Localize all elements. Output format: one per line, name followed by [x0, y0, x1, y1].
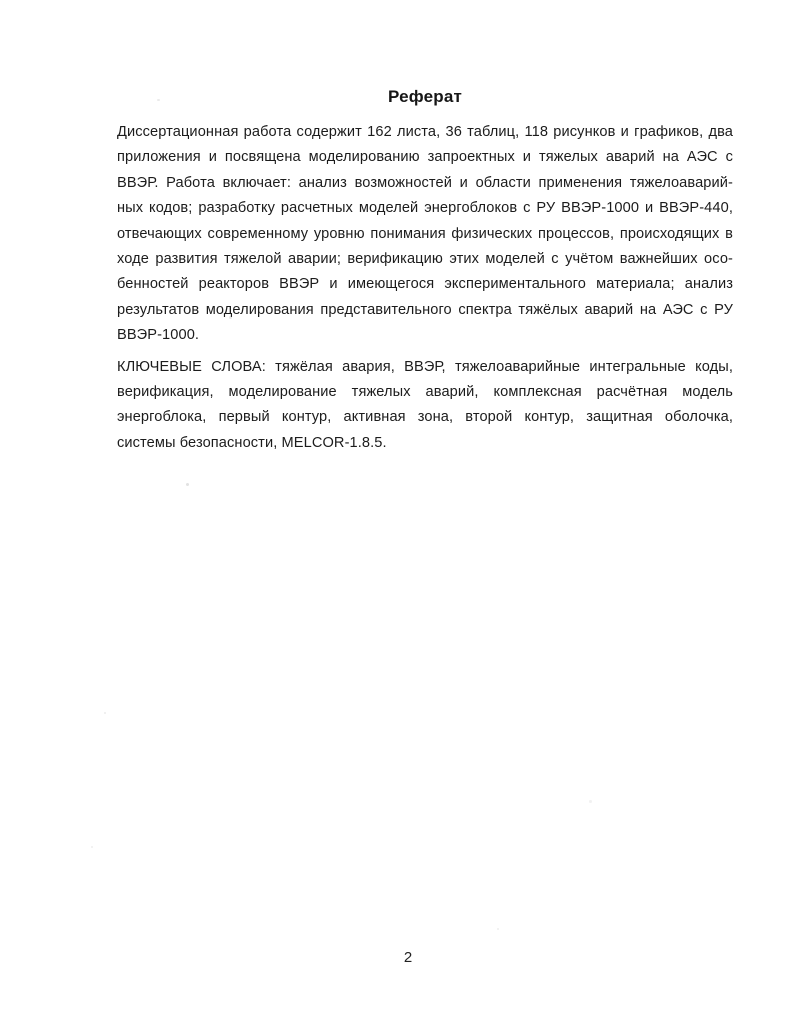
text-line: ходе развития тяжелой аварии; верификацию этих моделей с учётом важнейших осо-: [117, 251, 733, 268]
text-line: энергоблока, первый контур, активная зона, второй контур, защитная оболочка,: [117, 409, 733, 426]
paragraph-keywords: [117, 355, 733, 457]
text-line: приложения и посвящена моделированию запроектных и тяжелых аварий на АЭС с: [117, 149, 733, 166]
scan-speckle: [229, 316, 232, 319]
text-line: верификация, моделирование тяжелых аварий, комплексная расчётная модель: [117, 384, 733, 401]
scan-speckle: [104, 712, 106, 714]
scan-speckle: [91, 846, 93, 848]
scan-speckle: [497, 928, 499, 930]
paragraph-abstract: [117, 120, 733, 349]
page-content: [117, 87, 733, 456]
text-line: ных кодов; разработку расчетных моделей энергоблоков с РУ ВВЭР-1000 и ВВЭР-440,: [117, 200, 733, 217]
scan-speckle: [589, 800, 592, 803]
scan-speckle: [157, 99, 160, 101]
text-line: результатов моделирования представительного спектра тяжёлых аварий на АЭС с РУ: [117, 301, 733, 318]
text-line: КЛЮЧЕВЫЕ СЛОВА: тяжёлая авария, ВВЭР, тяжелоаварийные интегральные коды,: [117, 358, 733, 375]
text-line: Диссертационная работа содержит 162 листа, 36 таблиц, 118 рисунков и графиков, два: [117, 124, 733, 140]
abstract-paragraphs: [117, 120, 733, 456]
text-line: системы безопасности, MELCOR-1.8.5.: [117, 434, 387, 451]
page-number: 2: [403, 949, 413, 966]
text-line: ВВЭР-1000.: [117, 327, 200, 344]
text-line: отвечающих современному уровню понимания физических процессов, происходящих в: [117, 225, 733, 242]
scan-speckle: [186, 483, 189, 486]
page-title: Реферат: [387, 87, 463, 106]
text-line: ВВЭР. Работа включает: анализ возможностей и области применения тяжелоаварий-: [117, 174, 733, 191]
text-line: бенностей реакторов ВВЭР и имеющегося экспериментального материала; анализ: [117, 276, 733, 293]
